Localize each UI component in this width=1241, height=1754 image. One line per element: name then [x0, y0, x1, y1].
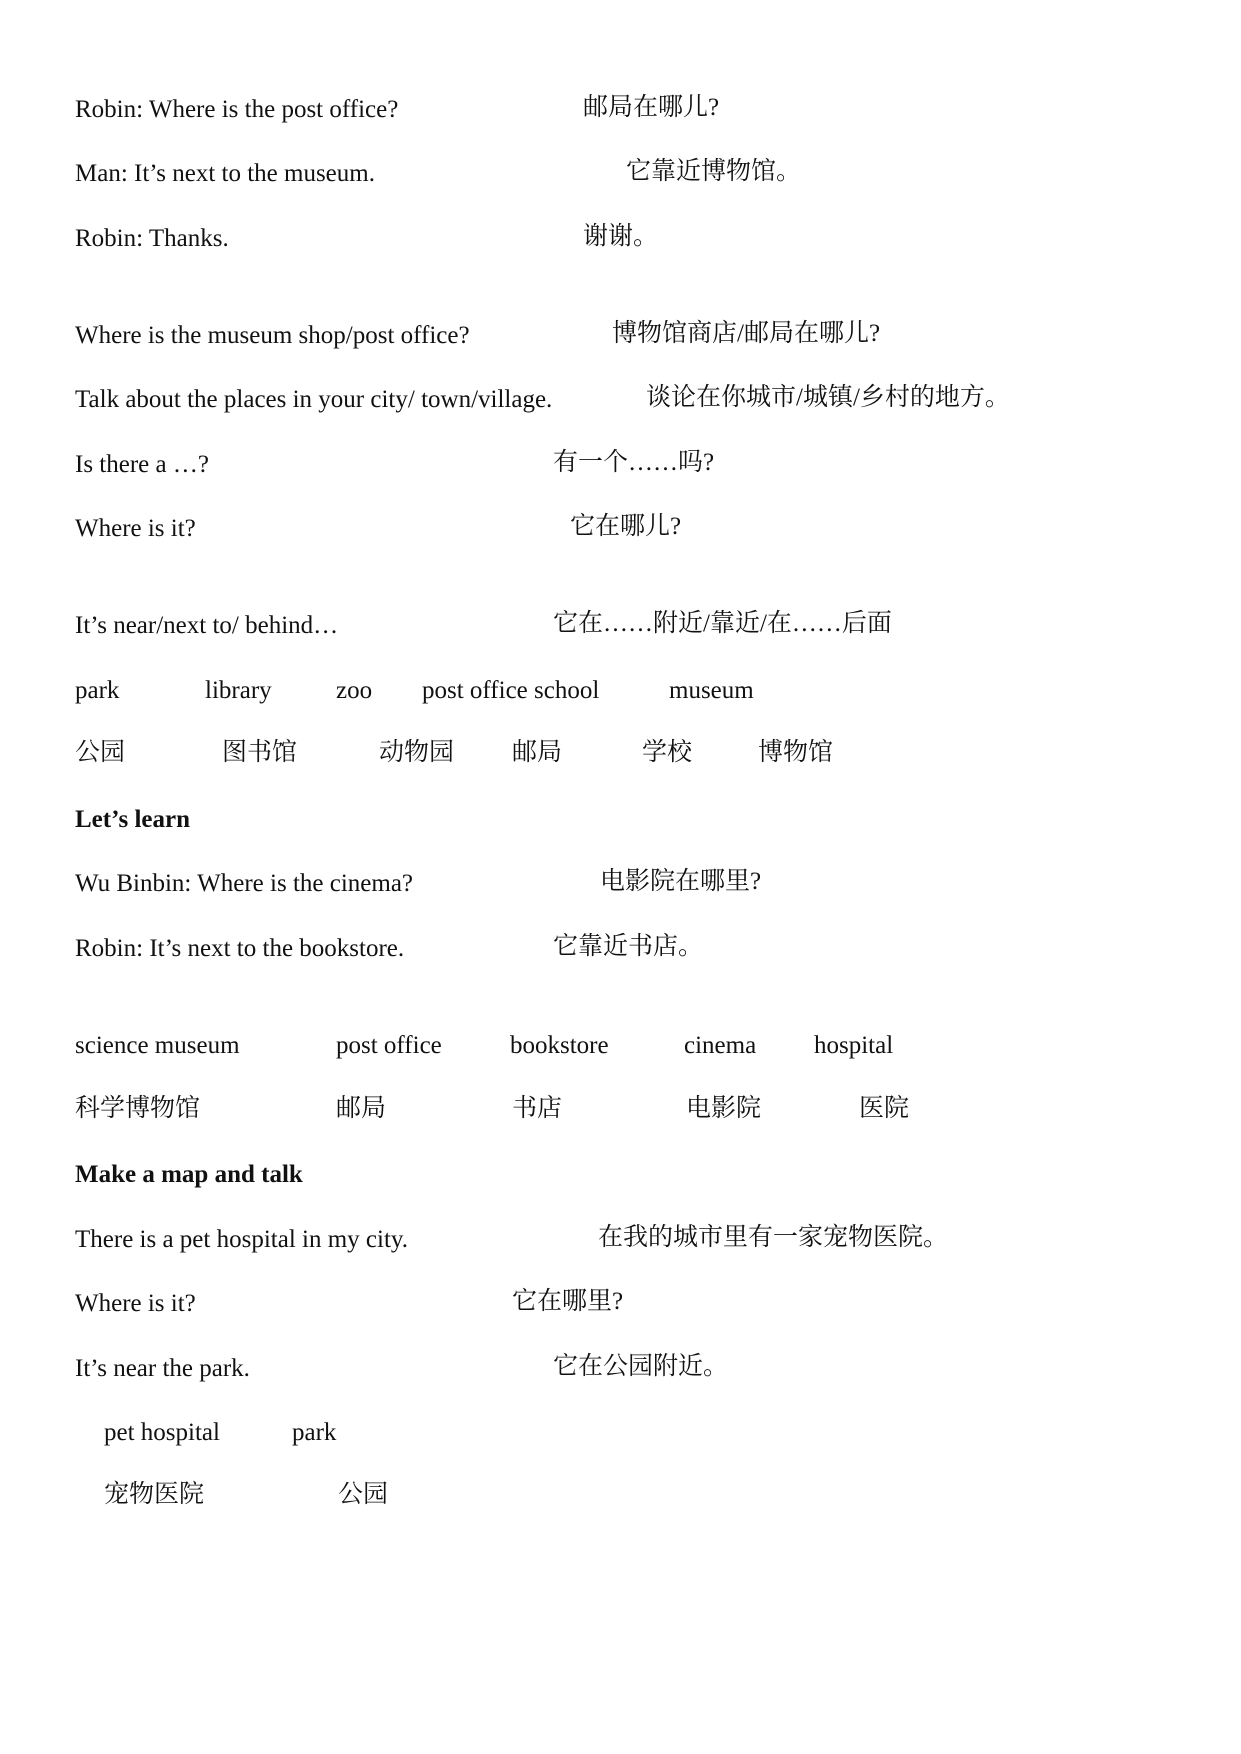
- vocab-word: museum: [669, 677, 754, 704]
- lets-learn-line2-zh: 它靠近书店。: [553, 933, 704, 960]
- vocab-word: library: [205, 677, 272, 704]
- section-heading-lets-learn: Let’s learn: [75, 806, 191, 833]
- vocab-translation: 科学博物馆: [75, 1095, 201, 1122]
- vocab-translation: 医院: [859, 1095, 910, 1122]
- make-map-line3-en: It’s near the park.: [75, 1355, 250, 1382]
- vocab-word: cinema: [684, 1032, 757, 1059]
- vocab-translation: 图书馆: [222, 739, 298, 766]
- vocab-translation: 公园: [338, 1481, 389, 1508]
- make-map-line2-en: Where is it?: [75, 1290, 196, 1317]
- vocab-translation: 邮局: [336, 1095, 387, 1122]
- vocab-translation: 书店: [512, 1095, 563, 1122]
- vocab-word: post office school: [422, 677, 600, 704]
- vocab-word: post office: [336, 1032, 442, 1059]
- dialogue1-line2-zh: 它靠近博物馆。: [626, 158, 802, 185]
- vocab-translation: 宠物医院: [104, 1481, 205, 1508]
- vocab-translation: 邮局: [512, 739, 563, 766]
- make-map-line1-en: There is a pet hospital in my city.: [75, 1226, 409, 1253]
- phrase4-zh: 它在哪儿?: [570, 513, 682, 540]
- phrase5-en: It’s near/next to/ behind…: [75, 612, 339, 639]
- vocab-word: pet hospital: [104, 1419, 220, 1446]
- phrase1-en: Where is the museum shop/post office?: [75, 322, 470, 349]
- make-map-line1-zh: 在我的城市里有一家宠物医院。: [598, 1224, 949, 1251]
- dialogue1-line1-en: Robin: Where is the post office?: [75, 96, 399, 123]
- make-map-line2-zh: 它在哪里?: [512, 1288, 624, 1315]
- lets-learn-line1-en: Wu Binbin: Where is the cinema?: [75, 870, 414, 897]
- lets-learn-line1-zh: 电影院在哪里?: [600, 868, 762, 895]
- phrase2-en: Talk about the places in your city/ town/village.: [75, 386, 553, 413]
- vocab-word: zoo: [336, 677, 373, 704]
- vocab-translation: 公园: [75, 739, 126, 766]
- phrase1-zh: 博物馆商店/邮局在哪儿?: [612, 320, 881, 347]
- dialogue1-line3-en: Robin: Thanks.: [75, 225, 229, 252]
- dialogue1-line3-zh: 谢谢。: [583, 223, 659, 250]
- vocab-word: park: [75, 677, 120, 704]
- dialogue1-line1-zh: 邮局在哪儿?: [583, 94, 720, 121]
- vocab-word: hospital: [814, 1032, 894, 1059]
- vocab-translation: 动物园: [379, 739, 455, 766]
- make-map-line3-zh: 它在公园附近。: [553, 1353, 729, 1380]
- phrase3-en: Is there a …?: [75, 451, 209, 478]
- vocab-word: park: [292, 1419, 337, 1446]
- phrase5-zh: 它在……附近/靠近/在……后面: [553, 610, 892, 637]
- vocab-translation: 博物馆: [758, 739, 834, 766]
- phrase2-zh: 谈论在你城市/城镇/乡村的地方。: [646, 384, 1010, 411]
- phrase4-en: Where is it?: [75, 515, 196, 542]
- lets-learn-line2-en: Robin: It’s next to the bookstore.: [75, 935, 405, 962]
- section-heading-make-a-map: Make a map and talk: [75, 1161, 303, 1188]
- vocab-word: science museum: [75, 1032, 240, 1059]
- vocab-translation: 电影院: [686, 1095, 762, 1122]
- vocab-translation: 学校: [642, 739, 693, 766]
- vocab-word: bookstore: [510, 1032, 609, 1059]
- phrase3-zh: 有一个……吗?: [553, 449, 715, 476]
- dialogue1-line2-en: Man: It’s next to the museum.: [75, 160, 375, 187]
